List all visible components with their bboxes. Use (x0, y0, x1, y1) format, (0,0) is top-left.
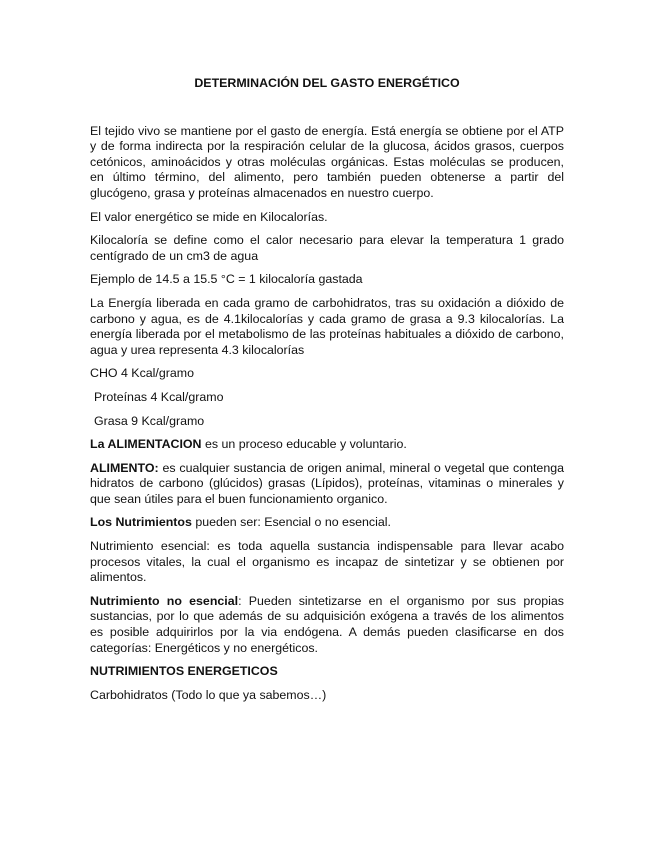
paragraph-nutrimientos (90, 515, 564, 531)
alimento-term: ALIMENTO: (90, 460, 159, 475)
nutrimientos-term: Los Nutrimientos (90, 515, 192, 530)
no-esencial-term: Nutrimiento no esencial (90, 593, 239, 608)
no-esencial-text: : Pueden sintetizarse en el organismo por sus propias sustancias, por lo que además de su adquisición exógena a través de los alimentos es posible adquirirlos por la via endógena. A demás pueden clasificarse en dos categorías: Energéticos y no energéticos. (90, 593, 564, 655)
paragraph-kilocalorie-definition: Kilocaloría se define como el calor necesario para elevar la temperatura 1 grado centígrado de un cm3 de agua (90, 233, 564, 263)
document-page (90, 76, 564, 711)
paragraph-nutrimiento-esencial: Nutrimiento esencial: es toda aquella sustancia indispensable para llevar acabo procesos vitales, la cual el organismo es incapaz de sintetizar y se obtienen por alimentos. (90, 539, 564, 585)
nutrimientos-text: pueden ser: Esencial o no esencial. (191, 515, 391, 530)
alimentacion-text: es un proceso educable y voluntario. (201, 437, 407, 452)
heading-energeticos-text: NUTRIMIENTOS ENERGETICOS (90, 664, 278, 679)
paragraph-nutrimiento-no-esencial (90, 594, 564, 656)
paragraph-carbohidratos: Carbohidratos (Todo lo que ya sabemos…) (90, 687, 327, 702)
line-cho: CHO 4 Kcal/gramo (90, 366, 194, 381)
paragraph-example: Ejemplo de 14.5 a 15.5 °C = 1 kilocaloría gastada (90, 272, 363, 287)
line-proteinas: Proteínas 4 Kcal/gramo (94, 389, 224, 404)
alimentacion-term: La ALIMENTACION (90, 437, 202, 452)
alimento-text: es cualquier sustancia de origen animal, mineral o vegetal que contenga hidratos de carbono (glúcidos) grasas (Lípidos), proteínas, vitaminas o minerales y que sean útiles para el buen funcionamiento organico. (90, 460, 564, 506)
paragraph-alimento (90, 461, 564, 508)
line-grasa: Grasa 9 Kcal/gramo (94, 413, 205, 428)
paragraph-energy-value: El valor energético se mide en Kilocalorías. (90, 209, 328, 224)
heading-nutrimientos-energeticos (90, 664, 564, 680)
paragraph-alimentacion (90, 437, 564, 453)
paragraph-energy-intro: El tejido vivo se mantiene por el gasto de energía. Está energía se obtiene por el ATP y de forma indirecta por la respiración celular de la glucosa, ácidos grasos, cuerpos cetónicos, aminoácidos y otras moléculas orgánicas. Estas moléculas se producen, en último término, del alimento, pero también pueden obtenerse a partir del glucógeno, grasa y proteínas almacenados en nuestro cuerpo. (90, 123, 564, 200)
document-title: DETERMINACIÓN DEL GASTO ENERGÉTICO (194, 76, 460, 90)
paragraph-energy-released: La Energía liberada en cada gramo de carbohidratos, tras su oxidación a dióxido de carbono y agua, es de 4.1kilocalorías y cada gramo de grasa a 9.3 kilocalorías. La energía liberada por el metabolismo de las proteínas habituales a dióxido de carbono, agua y urea representa 4.3 kilocalorías (90, 295, 564, 357)
